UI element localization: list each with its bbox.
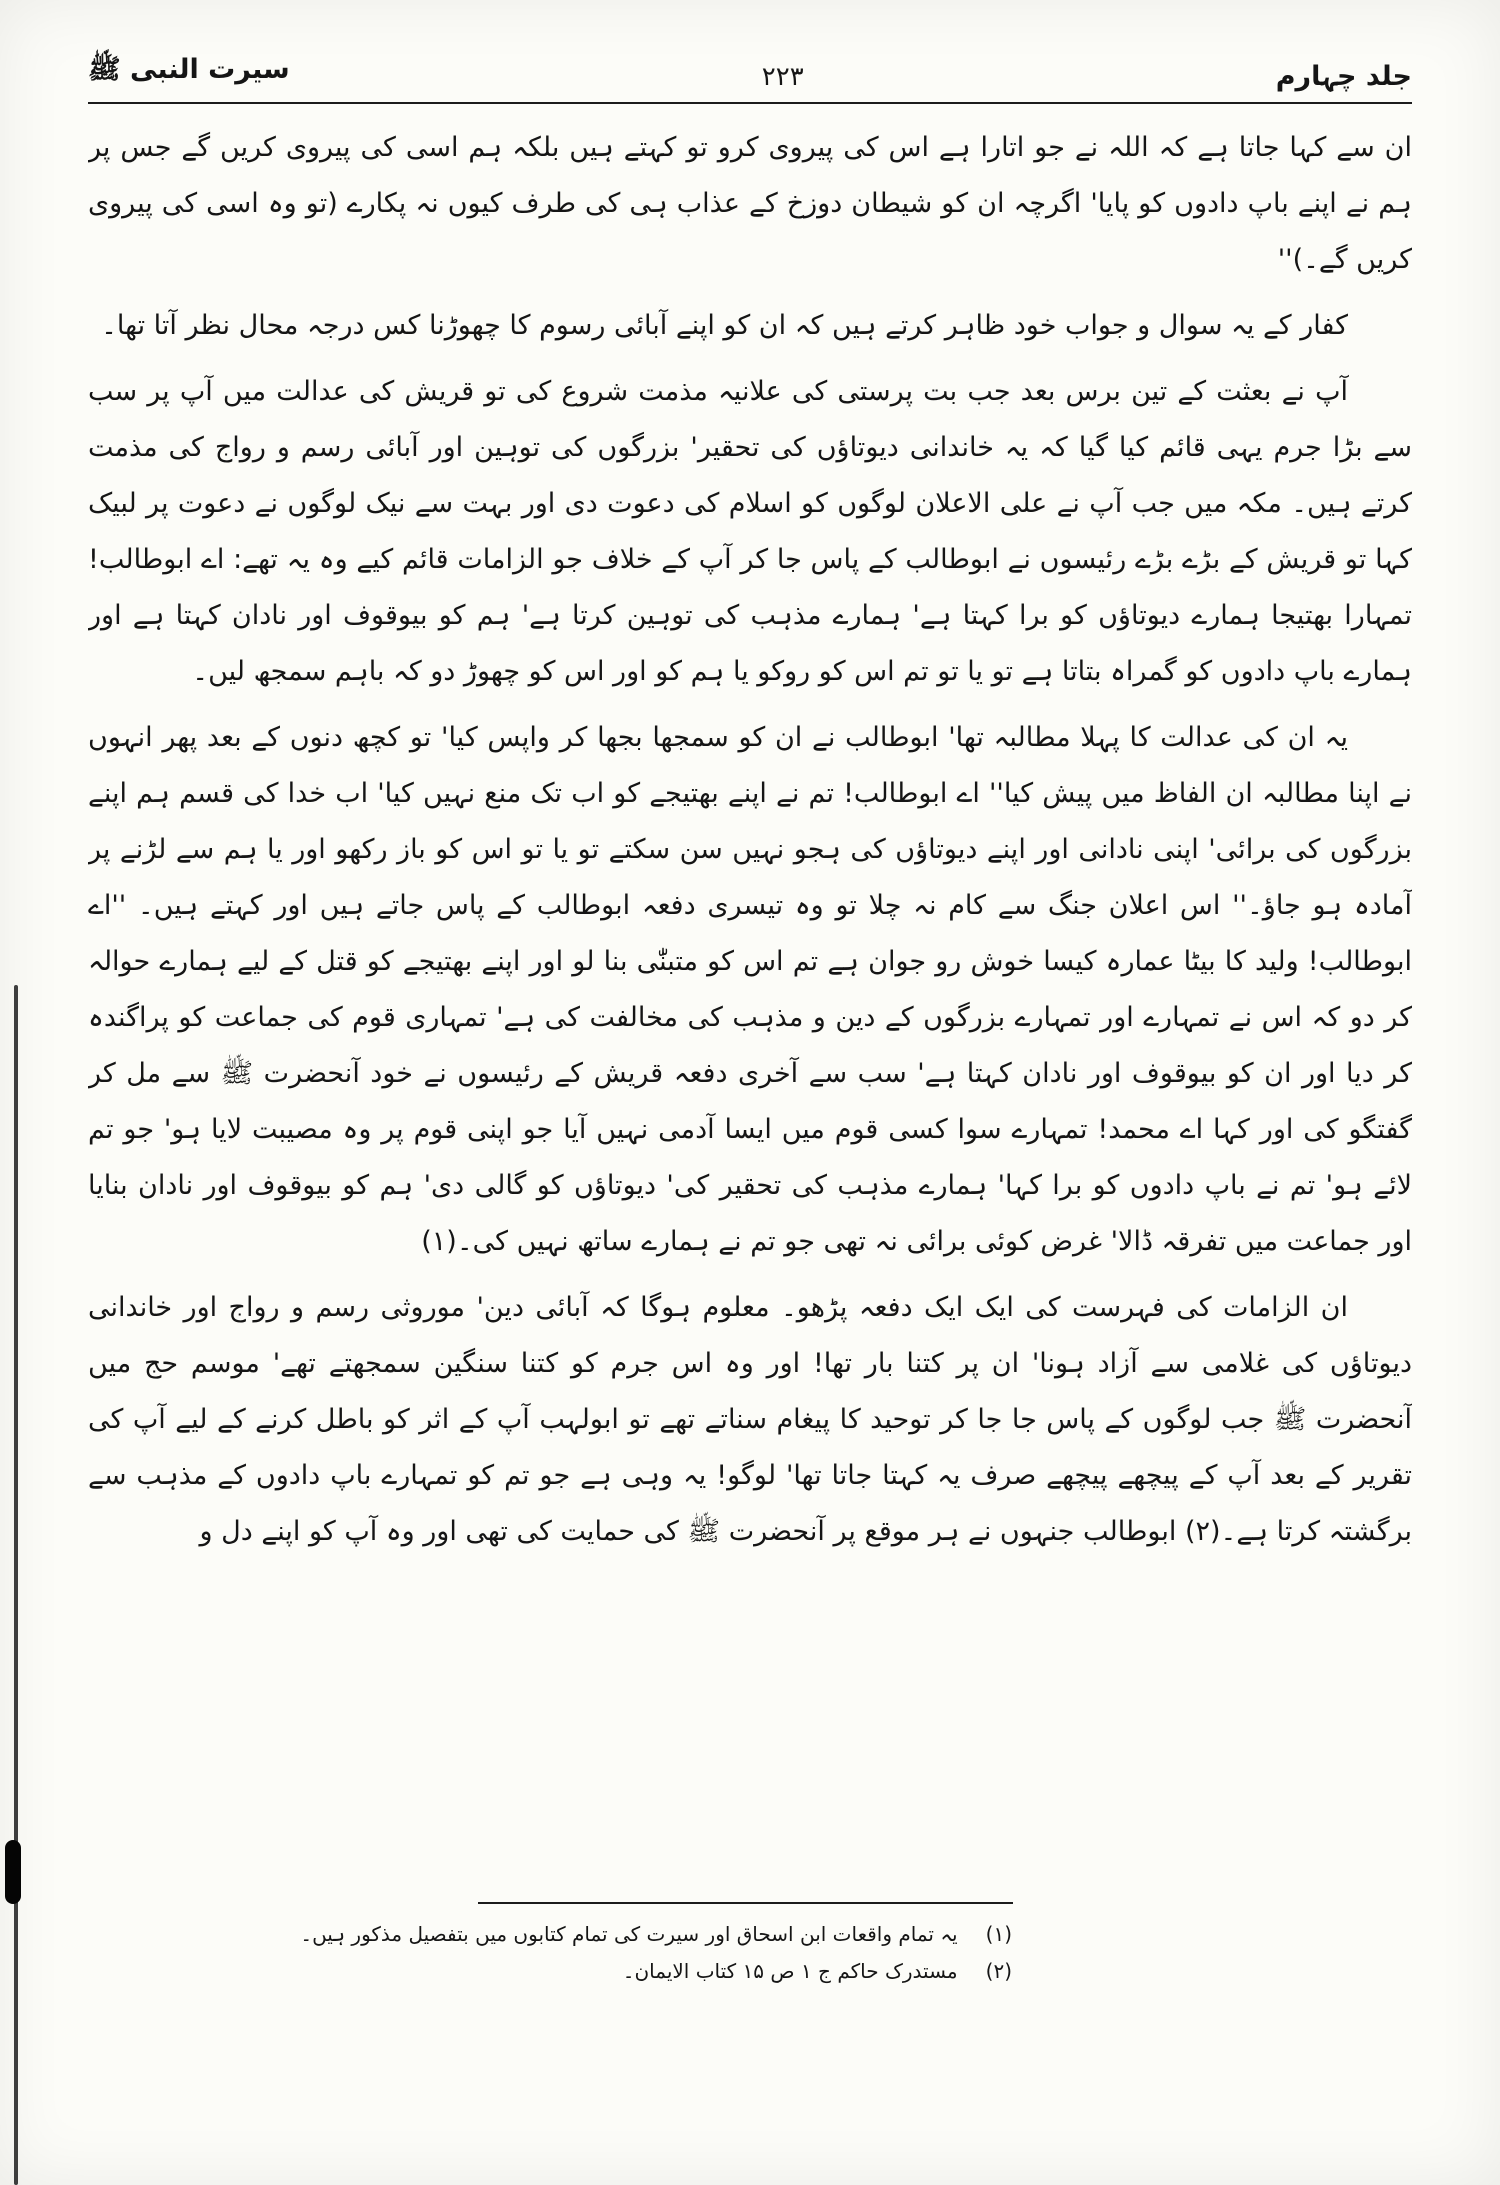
footnote-text: یہ تمام واقعات ابن اسحاق اور سیرت کی تمام کتابوں میں بتفصیل مذکور ہیں۔	[300, 1922, 958, 1946]
page-header	[88, 52, 1412, 92]
footnote-marker: (۱)	[985, 1922, 1012, 1946]
scan-artifact-left-line	[14, 985, 18, 2185]
paragraph: آپ نے بعثت کے تین برس بعد جب بت پرستی کی علانیہ مذمت شروع کی تو قریش کی عدالت میں آپ پر سب سے بڑا جرم یہی قائم کیا گیا کہ یہ خاندانی دیوتاؤں کی تحقیر' بزرگوں کی توہین اور آبائی رسم و رواج کی مذمت کرتے ہیں۔ مکہ میں جب آپ نے علی الاعلان لوگوں کو اسلام کی دعوت دی اور بہت سے نیک لوگوں نے دعوت پر لبیک کہا تو قریش کے بڑے بڑے رئیسوں نے ابوطالب کے پاس جا کر آپ کے خلاف جو الزامات قائم کیے وہ یہ تھے: اے ابوطالب! تمہارا بھتیجا ہمارے دیوتاؤں کو برا کہتا ہے' ہمارے مذہب کی توہین کرتا ہے' ہم کو بیوقوف اور نادان کہتا ہے اور ہمارے باپ دادوں کو گمراہ بتاتا ہے تو یا تو تم اس کو روکو یا ہم کو اور اس کو چھوڑ دو کہ باہم سمجھ لیں۔	[88, 376, 1412, 687]
paragraph: ان الزامات کی فہرست کی ایک ایک دفعہ پڑھو۔ معلوم ہوگا کہ آبائی دین' موروثی رسم و رواج اور خاندانی دیوتاؤں کی غلامی سے آزاد ہونا' ان پر کتنا بار تھا! اور وہ اس جرم کو کتنا سنگین سمجھتے تھے' موسم حج میں آنحضرت ﷺ جب لوگوں کے پاس جا جا کر توحید کا پیغام سناتے تھے تو ابولہب آپ کے اثر کو باطل کرنے کے لیے آپ کی تقریر کے بعد آپ کے پیچھے پیچھے صرف یہ کہتا جاتا تھا' لوگو! یہ وہی ہے جو تم کو تمہارے باپ دادوں کے مذہب سے برگشتہ کرتا ہے۔(۲) ابوطالب جنہوں نے ہر موقع پر آنحضرت ﷺ کی حمایت کی تھی اور وہ آپ کو اپنے دل و	[88, 1292, 1412, 1547]
footnote-divider	[478, 1902, 1013, 1904]
book-title: سیرت النبی ﷺ	[88, 54, 290, 85]
footnote-item	[88, 1916, 1012, 1953]
scan-artifact-blob	[5, 1840, 21, 1904]
paragraph: کفار کے یہ سوال و جواب خود ظاہر کرتے ہیں کہ ان کو اپنے آبائی رسوم کا چھوڑنا کس درجہ محال نظر آتا تھا۔	[101, 310, 1348, 341]
footnote-marker: (۲)	[985, 1959, 1012, 1983]
footnote-item	[88, 1953, 1012, 1990]
footnotes	[88, 1916, 1412, 1990]
volume-label: جلد چہارم	[1275, 61, 1412, 92]
paragraph: یہ ان کی عدالت کا پہلا مطالبہ تھا' ابوطالب نے ان کو سمجھا بجھا کر واپس کیا' تو کچھ دنوں کے بعد پھر انہوں نے اپنا مطالبہ ان الفاظ میں پیش کیا'' اے ابوطالب! تم نے اپنے بھتیجے کو اب تک منع نہیں کیا' اب خدا کی قسم ہم اپنے بزرگوں کی برائی' اپنی نادانی اور اپنے دیوتاؤں کی ہجو نہیں سن سکتے تو یا تو اس کو باز رکھو اور یا ہم سے لڑنے پر آمادہ ہو جاؤ۔'' اس اعلان جنگ سے کام نہ چلا تو وہ تیسری دفعہ ابوطالب کے پاس جاتے ہیں اور کہتے ہیں۔ ''اے ابوطالب! ولید کا بیٹا عمارہ کیسا خوش رو جوان ہے تم اس کو متبنّٰی بنا لو اور اپنے بھتیجے کو قتل کے لیے ہمارے حوالہ کر دو کہ اس نے تمہارے اور تمہارے بزرگوں کے دین و مذہب کی مخالفت کی ہے' تمہاری قوم کی جماعت کو پراگندہ کر دیا اور ان کو بیوقوف اور نادان کہتا ہے' سب سے آخری دفعہ قریش کے رئیسوں نے خود آنحضرت ﷺ سے مل کر گفتگو کی اور کہا اے محمد! تمہارے سوا کسی قوم میں ایسا آدمی نہیں آیا جو اپنی قوم پر وہ مصیبت لایا ہو' جو تم لائے ہو' تم نے باپ دادوں کو برا کہا' ہمارے مذہب کی تحقیر کی' دیوتاؤں کو گالی دی' ہم کو بیوقوف اور نادان بنایا اور جماعت میں تفرقہ ڈالا' غرض کوئی برائی نہ تھی جو تم نے ہمارے ساتھ نہیں کی۔(۱)	[88, 722, 1412, 1257]
page-number: ۲۲۳	[761, 62, 804, 92]
paragraph-quote-continuation: ان سے کہا جاتا ہے کہ اللہ نے جو اتارا ہے اس کی پیروی کرو تو کہتے ہیں بلکہ ہم اسی کی پیروی کریں گے جس پر ہم نے اپنے باپ دادوں کو پایا' اگرچہ ان کو شیطان دوزخ کے عذاب ہی کی طرف کیوں نہ پکارے (تو وہ اسی کی پیروی کریں گے۔)''	[88, 132, 1412, 275]
footnote-text: مستدرک حاکم ج ۱ ص ۱۵ کتاب الایمان۔	[622, 1959, 958, 1983]
body-text	[88, 104, 1412, 1882]
